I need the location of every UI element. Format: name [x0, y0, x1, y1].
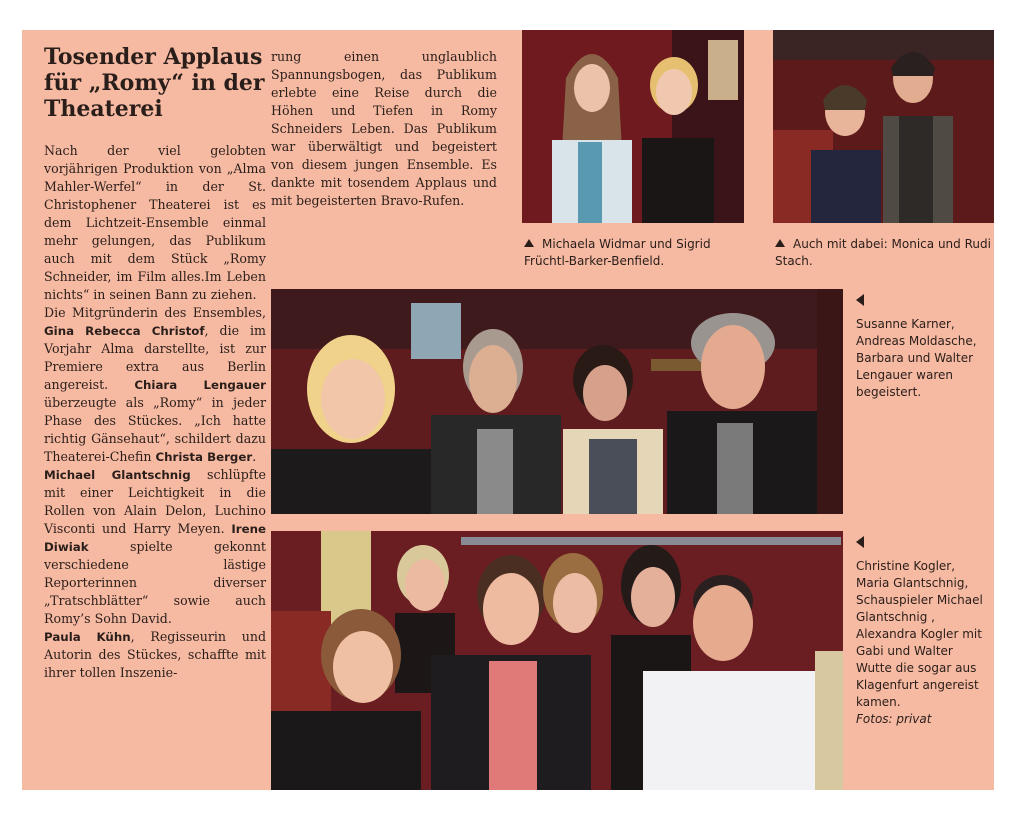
name-gina-rebecca-christof: Gina Rebecca Christof [44, 324, 205, 338]
photo-stach [773, 30, 994, 223]
paragraph-cast: Die Mitgründerin des Ensembles, Gina Rebecca Christof, die im Vorjahr Alma darstellte, ist zur Premiere extra aus Berlin angereist. Chiara Lengauer überzeugte als „Romy“ in jeder Phase des Stückes. „Ich hatte richtig Gänsehaut“, schildert dazu Theaterei-Chefin Christa Berger. [44, 305, 266, 464]
caption-photo-3: Susanne Karner, Andreas Moldasche, Barbara und Walter Lengauer waren begeistert. [856, 294, 986, 401]
paragraph-intro: Nach der viel gelobten vorjährigen Produktion von „Alma Mahler-Werfel“ in der St. Christophener Theaterei ist es dem Lichtzeit-Ensemble einmal mehr gelungen, das Publikum auch mit dem Stück „Romy Schneider, im Film alles.Im Leben nichts“ in seinen Bann zu ziehen. [44, 143, 266, 302]
paragraph-kuehn: Paula Kühn, Regisseurin und Autorin des Stückes, schaffte mit ihrer tollen Inszenie- [44, 629, 267, 680]
paragraph-continuation: rung einen unglaublich Spannungsbogen, das Publikum erlebte eine Reise durch die Höhen und Tiefen in Romy Schneiders Leben. Das Publikum war überwältigt und begeistert von diesem jungen Ensemble. Es dankte mit tosendem Applaus und mit begeisterten Bravo-Rufen. [271, 49, 497, 208]
name-irene-diwiak: Irene Diwiak [44, 522, 266, 554]
name-chiara-lengauer: Chiara Lengauer [134, 378, 266, 392]
article-page [22, 30, 994, 790]
article-column-1 [44, 142, 266, 682]
arrow-left-icon [856, 536, 864, 548]
caption-photo-1: Michaela Widmar und Sigrid Früchtl-Barker-Benfield. [524, 237, 711, 268]
paragraph-glantschnig: Michael Glantschnig schlüpfte mit einer Leichtigkeit in die Rollen von Alain Delon, Luchino Visconti und Harry Meyen. Irene Diwiak spielte gekonnt verschiedene lästige Reporterinnen diverser „Tratschblätter“ sowie auch Romy’s Sohn David. [44, 467, 266, 626]
photo-kogler-glantschnig-wutte [271, 531, 843, 790]
photo-credit: Fotos: privat [856, 712, 932, 726]
photo-widmar-fruechtl [522, 30, 744, 223]
name-paula-kuehn: Paula Kühn [44, 630, 131, 644]
arrow-up-icon [775, 239, 785, 247]
name-michael-glantschnig: Michael Glantschnig [44, 468, 191, 482]
article-headline: Tosender Applaus für „Romy“ in der Theaterei [44, 44, 265, 122]
arrow-up-icon [524, 239, 534, 247]
photo-karner-moldasche-lengauer [271, 289, 843, 514]
name-christa-berger: Christa Berger [155, 450, 253, 464]
article-column-2 [271, 48, 497, 210]
caption-photo-4: Christine Kogler, Maria Glantschnig, Schauspieler Michael Glantschnig , Alexandra Kogler mit Gabi und Walter Wutte die sogar aus Klagenfurt angereist kamen. Fotos: privat [856, 536, 986, 728]
caption-photo-2: Auch mit dabei: Monica und Rudi Stach. [775, 237, 991, 268]
arrow-left-icon [856, 294, 864, 306]
